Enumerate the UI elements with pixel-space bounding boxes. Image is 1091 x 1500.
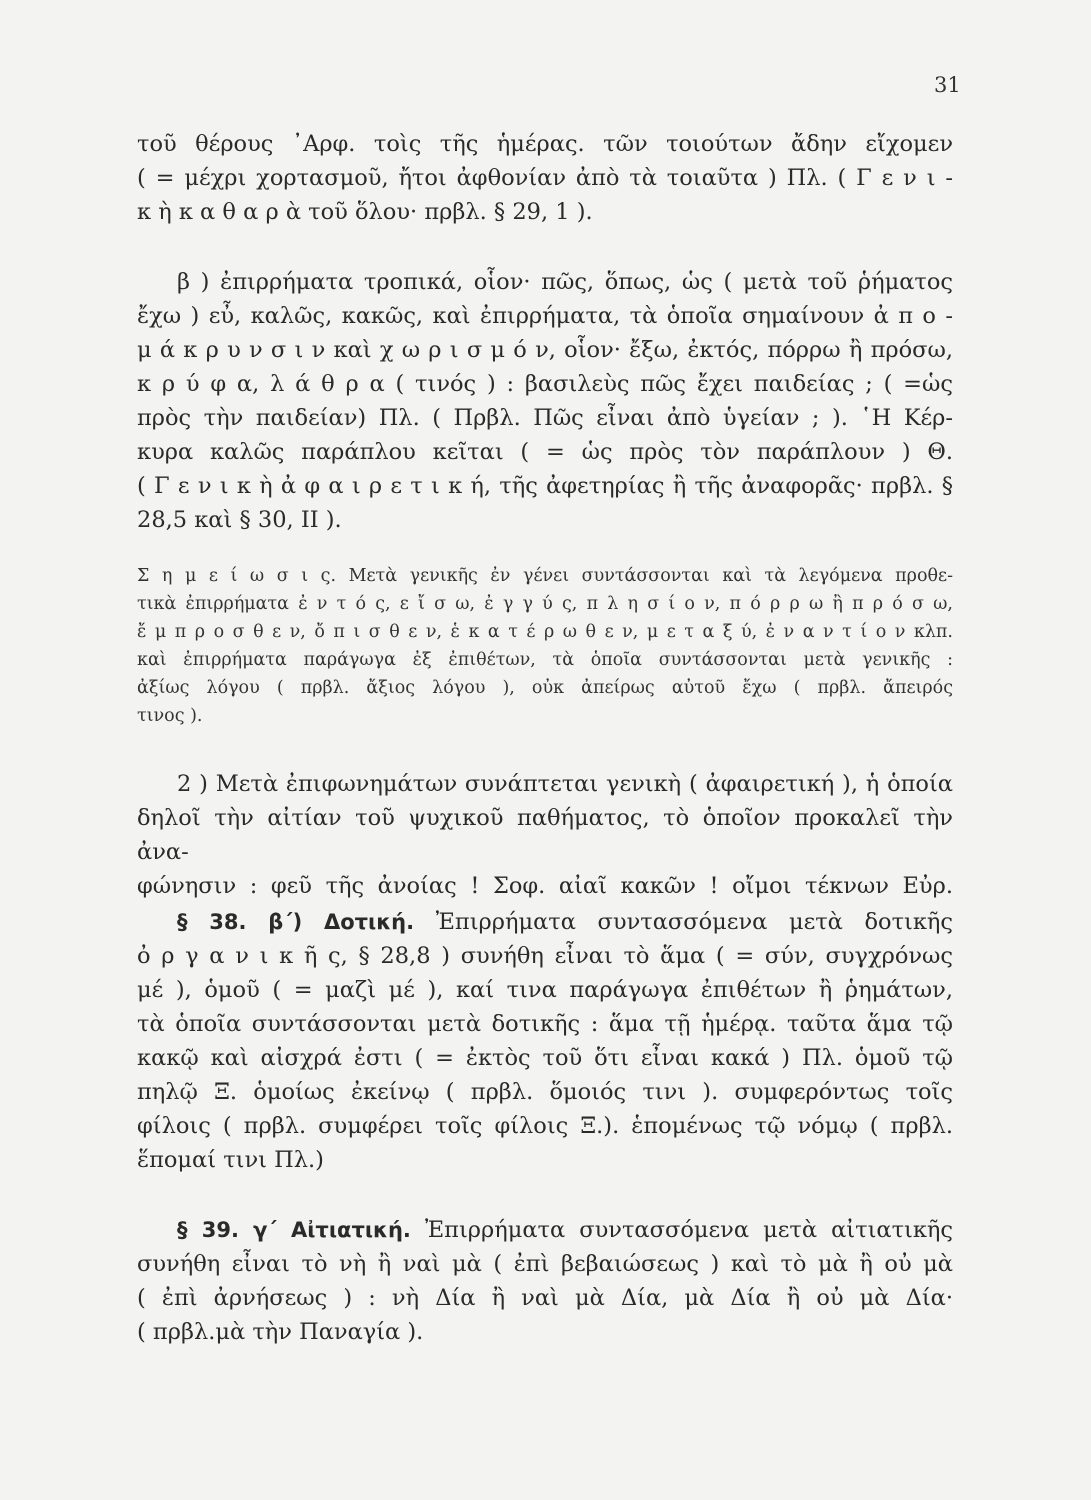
paragraph-interjections (137, 767, 953, 903)
section-text: Ἐπιρρήματα συντασσόμενα μετὰ αἰτιατικῆς (424, 1217, 953, 1243)
text-line: φώνησιν : φεῦ τῆς ἀνοίας ! Σοφ. αἰαῖ κακῶν ! οἴμοι τέκνων Εὐρ. (137, 873, 953, 899)
text-line: τὰ ὁποῖα συντάσσονται μετὰ δοτικῆς : ἅμα τῇ ἡμέρᾳ. ταῦτα ἅμα τῷ (137, 1011, 953, 1037)
text-line (137, 1213, 953, 1247)
note-paragraph (137, 562, 953, 730)
paragraph-continuation (137, 127, 953, 229)
note-line: Σ η μ ε ί ω σ ι ς. Μετὰ γενικῆς ἐν γένει συντάσσονται καὶ τὰ λεγόμενα προθε- (137, 566, 953, 586)
text-line (137, 905, 953, 939)
text-line: κ ρ ύ φ α, λ ά θ ρ α ( τινός ) : βασιλεὺς πῶς ἔχει παιδείας ; ( =ὡς (137, 371, 953, 397)
note-line: καὶ ἐπιρρήματα παράγωγα ἐξ ἐπιθέτων, τὰ ὁποῖα συντάσσονται μετὰ γενικῆς : (137, 650, 953, 670)
text-line: ἕπομαί τινι Πλ.) (137, 1147, 324, 1173)
text-line: μέ ), ὁμοῦ ( = μαζὶ μέ ), καί τινα παράγωγα ἐπιθέτων ἢ ῥημάτων, (137, 977, 953, 1003)
section-text: Ἐπιρρήματα συντασσόμενα μετὰ δοτικῆς (435, 909, 953, 935)
text-line: κυρα καλῶς παράπλου κεῖται ( = ὡς πρὸς τὸν παράπλουν ) Θ. (137, 439, 953, 465)
text-line: ( = μέχρι χορτασμοῦ, ἤτοι ἀφθονίαν ἀπὸ τὰ τοιαῦτα ) Πλ. ( Γ ε ν ι - (137, 165, 953, 191)
text-line: πηλῷ Ξ. ὁμοίως ἐκείνῳ ( πρβλ. ὅμοιός τινι ). συμφερόντως τοῖς (137, 1079, 953, 1105)
text-line: 28,5 καὶ § 30, II ). (137, 507, 342, 533)
text-line: τοῦ θέρους ᾿Αρφ. τοὶς τῆς ἡμέρας. τῶν τοιούτων ἄδην εἴχομεν (137, 131, 953, 157)
section-heading: § 39. γ΄ Αἰτιατική. (177, 1218, 411, 1242)
text-line: β ) ἐπιρρήματα τροπικά, οἷον· πῶς, ὅπως, ὡς ( μετὰ τοῦ ῥήματος (177, 269, 953, 295)
text-line: συνήθη εἶναι τὸ νὴ ἢ ναὶ μὰ ( ἐπὶ βεβαιώσεως ) καὶ τὸ μὰ ἢ οὐ μὰ (137, 1251, 953, 1277)
text-line: ( πρβλ.μὰ τὴν Παναγία ). (137, 1319, 424, 1345)
page-number: 31 (934, 73, 961, 97)
section-38 (137, 905, 953, 1177)
section-heading: § 38. β΄) Δοτική. (177, 910, 415, 934)
text-line: κ ὴ κ α θ α ρ ὰ τοῦ ὅλου· πρβλ. § 29, 1 ). (137, 199, 593, 225)
text-line: ὀ ρ γ α ν ι κ ῆ ς, § 28,8 ) συνήθη εἶναι τὸ ἅμα ( = σύν, συγχρόνως (137, 943, 953, 969)
note-line: ἔ μ π ρ ο σ θ ε ν, ὄ π ι σ θ ε ν, ἑ κ α τ έ ρ ω θ ε ν, μ ε τ α ξ ύ, ἐ ν α ν τ ί ο ν κλπ. (137, 622, 953, 642)
text-line: φίλοις ( πρβλ. συμφέρει τοῖς φίλοις Ξ.). ἑπομένως τῷ νόμῳ ( πρβλ. (137, 1113, 953, 1139)
text-line: 2 ) Μετὰ ἐπιφωνημάτων συνάπτεται γενικὴ ( ἀφαιρετική ), ἡ ὁποία (177, 771, 953, 797)
text-line: δηλοῖ τὴν αἰτίαν τοῦ ψυχικοῦ παθήματος, τὸ ὁποῖον προκαλεῖ τὴν ἀνα- (137, 805, 953, 865)
note-line: τινος ). (137, 706, 203, 726)
note-line: ἀξίως λόγου ( πρβλ. ἄξιος λόγου ), οὐκ ἀπείρως αὐτοῦ ἔχω ( πρβλ. ἄπειρός (137, 678, 953, 698)
text-line: κακῷ καὶ αἰσχρά ἐστι ( = ἐκτὸς τοῦ ὅτι εἶναι κακά ) Πλ. ὁμοῦ τῷ (137, 1045, 953, 1071)
text-line: ( ἐπὶ ἀρνήσεως ) : νὴ Δία ἢ ναὶ μὰ Δία, μὰ Δία ἢ οὐ μὰ Δία· (137, 1285, 953, 1311)
text-line: μ ά κ ρ υ ν σ ι ν καὶ χ ω ρ ι σ μ ό ν, οἷον· ἔξω, ἐκτός, πόρρω ἢ πρόσω, (137, 337, 953, 363)
text-line: ἔχω ) εὖ, καλῶς, κακῶς, καὶ ἐπιρρήματα, τὰ ὁποῖα σημαίνουν ἀ π ο - (137, 303, 953, 329)
section-39 (137, 1213, 953, 1349)
note-line: τικὰ ἐπιρρήματα ἐ ν τ ό ς, ε ἴ σ ω, ἐ γ γ ύ ς, π λ η σ ί ο ν, π ό ρ ρ ω ἢ π ρ ό σ ω, (137, 594, 953, 614)
paragraph-beta (137, 265, 953, 537)
text-line: πρὸς τὴν παιδείαν) Πλ. ( Πρβλ. Πῶς εἶναι ἀπὸ ὑγείαν ; ). ῾Η Κέρ- (137, 405, 953, 431)
text-line: ( Γ ε ν ι κ ὴ ἀ φ α ι ρ ε τ ι κ ή, τῆς ἀφετηρίας ἢ τῆς ἀναφορᾶς· πρβλ. § (137, 473, 953, 499)
